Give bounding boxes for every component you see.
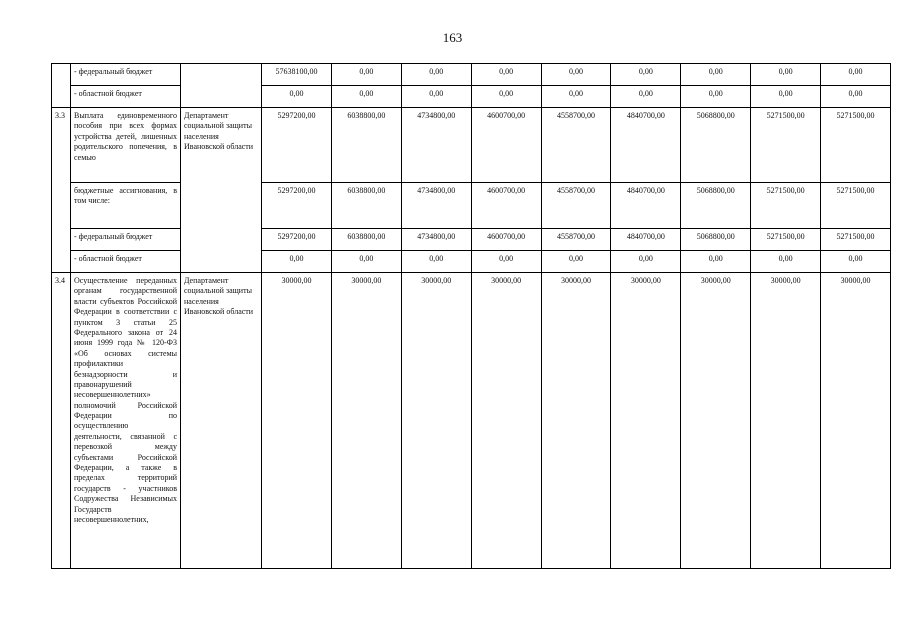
value-cell: 0,00 (751, 251, 821, 273)
value-cell: 30000,00 (401, 273, 471, 569)
row-number: 3.3 (52, 108, 71, 273)
value-cell: 0,00 (821, 86, 891, 108)
value-cell: 5297200,00 (262, 108, 332, 183)
value-cell: 0,00 (611, 251, 681, 273)
table-row (52, 64, 891, 86)
table-row (52, 108, 891, 183)
value-cell: 0,00 (681, 64, 751, 86)
value-cell: 5271500,00 (821, 108, 891, 183)
row-name: Осуществление переданных органам государственной власти субъектов Российской Федерации в соответствии с пунктом 3 статьи 25 Федерального закона от 24 июня 1999 года № 120-ФЗ «Об основах системы профилактики безнадзорности и правонарушений несовершеннолетних» полномочий Российской Федерации по осуществлению деятельности, связанной с перевозкой между субъектами Российской Федерации, а также в пределах территорий государств - участников Содружества Независимых Государств несовершеннолетних, (71, 273, 181, 569)
value-cell: 5297200,00 (262, 229, 332, 251)
value-cell: 5068800,00 (681, 229, 751, 251)
table-row (52, 229, 891, 251)
value-cell: 0,00 (541, 64, 611, 86)
value-cell: 0,00 (541, 251, 611, 273)
value-cell: 4600700,00 (471, 108, 541, 183)
value-cell: 0,00 (821, 64, 891, 86)
value-cell: 5271500,00 (821, 229, 891, 251)
value-cell: 0,00 (331, 64, 401, 86)
value-cell: 30000,00 (262, 273, 332, 569)
table-row (52, 183, 891, 229)
value-cell: 30000,00 (331, 273, 401, 569)
value-cell: 0,00 (681, 86, 751, 108)
value-cell: 4734800,00 (401, 183, 471, 229)
value-cell: 5271500,00 (751, 183, 821, 229)
row-name: бюджетные ассигнования, в том числе: (71, 183, 181, 229)
value-cell: 5297200,00 (262, 183, 332, 229)
value-cell: 0,00 (751, 86, 821, 108)
value-cell: 0,00 (262, 251, 332, 273)
value-cell: 6038800,00 (331, 229, 401, 251)
value-cell: 4840700,00 (611, 229, 681, 251)
row-number (52, 64, 71, 108)
value-cell: 4840700,00 (611, 108, 681, 183)
value-cell: 4558700,00 (541, 229, 611, 251)
row-name: - федеральный бюджет (71, 64, 181, 86)
value-cell: 57638100,00 (262, 64, 332, 86)
value-cell: 0,00 (401, 251, 471, 273)
row-name: - федеральный бюджет (71, 229, 181, 251)
table-row (52, 273, 891, 569)
value-cell: 4734800,00 (401, 108, 471, 183)
value-cell: 4558700,00 (541, 108, 611, 183)
row-name: - областной бюджет (71, 251, 181, 273)
value-cell: 0,00 (471, 64, 541, 86)
value-cell: 0,00 (821, 251, 891, 273)
value-cell: 4734800,00 (401, 229, 471, 251)
value-cell: 0,00 (471, 251, 541, 273)
row-name: - областной бюджет (71, 86, 181, 108)
value-cell: 30000,00 (611, 273, 681, 569)
value-cell: 30000,00 (681, 273, 751, 569)
value-cell: 5068800,00 (681, 108, 751, 183)
value-cell: 4600700,00 (471, 183, 541, 229)
row-executor: Департамент социальной защиты населения Ивановской области (181, 273, 262, 569)
row-executor (181, 64, 262, 108)
value-cell: 30000,00 (541, 273, 611, 569)
value-cell: 5271500,00 (751, 229, 821, 251)
value-cell: 5068800,00 (681, 183, 751, 229)
row-number: 3.4 (52, 273, 71, 569)
value-cell: 0,00 (751, 64, 821, 86)
value-cell: 0,00 (331, 86, 401, 108)
table-row (52, 251, 891, 273)
value-cell: 0,00 (262, 86, 332, 108)
value-cell: 6038800,00 (331, 183, 401, 229)
value-cell: 0,00 (541, 86, 611, 108)
value-cell: 0,00 (611, 86, 681, 108)
table-row (52, 86, 891, 108)
value-cell: 0,00 (681, 251, 751, 273)
value-cell: 30000,00 (751, 273, 821, 569)
value-cell: 0,00 (611, 64, 681, 86)
value-cell: 0,00 (331, 251, 401, 273)
value-cell: 5271500,00 (751, 108, 821, 183)
value-cell: 4840700,00 (611, 183, 681, 229)
budget-table (51, 63, 891, 569)
value-cell: 6038800,00 (331, 108, 401, 183)
value-cell: 30000,00 (471, 273, 541, 569)
row-executor: Департамент социальной защиты населения Ивановской области (181, 108, 262, 273)
value-cell: 5271500,00 (821, 183, 891, 229)
value-cell: 30000,00 (821, 273, 891, 569)
row-name: Выплата единовременного пособия при всех формах устройства детей, лишенных родительского попечения, в семью (71, 108, 181, 183)
page-number: 163 (442, 30, 463, 45)
value-cell: 4558700,00 (541, 183, 611, 229)
value-cell: 0,00 (401, 64, 471, 86)
value-cell: 0,00 (471, 86, 541, 108)
value-cell: 4600700,00 (471, 229, 541, 251)
value-cell: 0,00 (401, 86, 471, 108)
